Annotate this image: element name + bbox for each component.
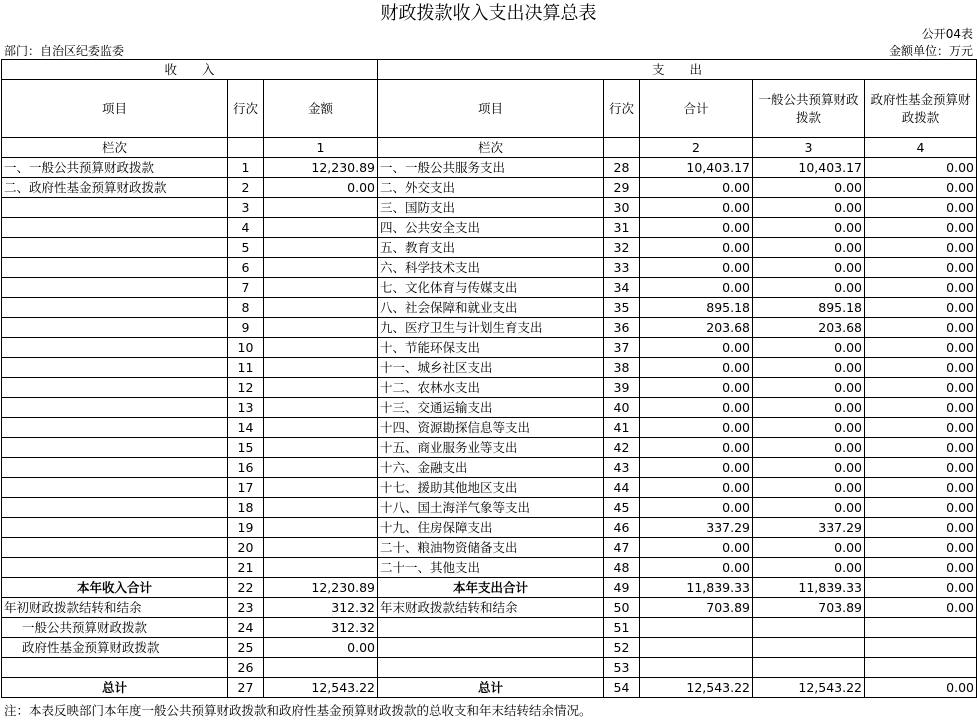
table-cell-income-item [2, 418, 228, 438]
table-cell-expense-total: 0.00 [640, 458, 753, 478]
table-cell-line: 52 [604, 638, 640, 658]
table-cell-expense-general: 895.18 [753, 298, 865, 318]
table-row [2, 238, 977, 258]
table-cell-expense-total: 203.68 [640, 318, 753, 338]
table-cell-expense-total: 0.00 [640, 538, 753, 558]
table-cell-expense-total: 0.00 [640, 378, 753, 398]
table-cell-expense-fund: 0.00 [865, 258, 977, 278]
income-year-total-label: 本年收入合计 [2, 578, 228, 598]
table-cell-income-line: 10 [228, 338, 264, 358]
table-cell-income-amount [264, 538, 378, 558]
table-cell-income-item [2, 438, 228, 458]
table-cell-expense-line: 39 [604, 378, 640, 398]
table-row [2, 498, 977, 518]
empty-cell [378, 638, 604, 658]
table-row [2, 258, 977, 278]
expense-carry-fund: 0.00 [865, 598, 977, 618]
table-row [2, 198, 977, 218]
table-cell-income-line: 12 [228, 378, 264, 398]
table-cell-expense-line: 31 [604, 218, 640, 238]
table-cell-expense-fund: 0.00 [865, 478, 977, 498]
table-cell-expense-fund: 0.00 [865, 358, 977, 378]
table-cell-income-item [2, 458, 228, 478]
table-cell-income-item: 二、政府性基金预算财政拨款 [2, 178, 228, 198]
empty-cell [228, 138, 264, 158]
gov-fund-header: 政府性基金预算财政拨款 [865, 80, 977, 138]
table-cell-income-amount [264, 458, 378, 478]
table-cell-expense-line: 36 [604, 318, 640, 338]
table-cell-income-line: 7 [228, 278, 264, 298]
table-cell-expense-line: 46 [604, 518, 640, 538]
income-carry-amount: 312.32 [264, 598, 378, 618]
table-cell-income-amount [264, 258, 378, 278]
table-cell-expense-item: 三、国防支出 [378, 198, 604, 218]
table-cell-income-line: 20 [228, 538, 264, 558]
table-cell-expense-item: 十、节能环保支出 [378, 338, 604, 358]
empty-cell [378, 618, 604, 638]
table-cell-income-line: 9 [228, 318, 264, 338]
empty-cell [378, 658, 604, 678]
table-cell-income-amount [264, 298, 378, 318]
table-cell-expense-general: 0.00 [753, 458, 865, 478]
expense-year-total-general: 11,839.33 [753, 578, 865, 598]
table-cell-expense-general: 0.00 [753, 378, 865, 398]
table-cell-expense-item: 十三、交通运输支出 [378, 398, 604, 418]
table-cell-income-amount [264, 478, 378, 498]
table-cell-expense-general: 0.00 [753, 238, 865, 258]
table-cell-income-amount [264, 218, 378, 238]
table-row [2, 158, 977, 178]
detail-rows [2, 158, 977, 578]
table-cell-expense-fund: 0.00 [865, 338, 977, 358]
table-cell-expense-fund: 0.00 [865, 418, 977, 438]
table-cell-expense-total: 0.00 [640, 258, 753, 278]
table-cell-income-item [2, 378, 228, 398]
expense-carry-total: 703.89 [640, 598, 753, 618]
empty-cell [264, 658, 378, 678]
table-cell-expense-item: 十六、金融支出 [378, 458, 604, 478]
table-cell-expense-general: 0.00 [753, 558, 865, 578]
general-budget-header: 一般公共预算财政拨款 [753, 80, 865, 138]
column-header-row [2, 80, 977, 138]
table-cell-line: 26 [228, 658, 264, 678]
table-cell-expense-fund: 0.00 [865, 198, 977, 218]
table-cell-expense-line: 34 [604, 278, 640, 298]
income-amount-header: 金额 [264, 80, 378, 138]
table-cell-income-amount [264, 278, 378, 298]
table-cell-income-line: 17 [228, 478, 264, 498]
empty-cell [865, 618, 977, 638]
table-cell-expense-general: 337.29 [753, 518, 865, 538]
table-cell-line: 54 [604, 678, 640, 698]
table-cell-expense-total: 0.00 [640, 498, 753, 518]
expense-grand-total-amount: 12,543.22 [640, 678, 753, 698]
expense-column-label: 栏次 [378, 138, 604, 158]
expense-grand-total-general: 12,543.22 [753, 678, 865, 698]
table-cell-income-line: 2 [228, 178, 264, 198]
table-cell-expense-line: 43 [604, 458, 640, 478]
table-cell-expense-item: 十四、资源勘探信息等支出 [378, 418, 604, 438]
table-cell-expense-total: 0.00 [640, 558, 753, 578]
table-cell-expense-general: 0.00 [753, 478, 865, 498]
table-cell-expense-fund: 0.00 [865, 298, 977, 318]
table-cell-expense-fund: 0.00 [865, 398, 977, 418]
table-cell-expense-fund: 0.00 [865, 378, 977, 398]
table-cell-income-amount: 0.00 [264, 178, 378, 198]
table-cell-income-item [2, 558, 228, 578]
table-row [2, 398, 977, 418]
table-cell-expense-line: 28 [604, 158, 640, 178]
table-cell-expense-general: 0.00 [753, 278, 865, 298]
table-cell-expense-total: 0.00 [640, 358, 753, 378]
empty-cell [640, 618, 753, 638]
table-cell-income-line: 19 [228, 518, 264, 538]
table-cell-expense-item: 二十一、其他支出 [378, 558, 604, 578]
table-cell-line: 23 [228, 598, 264, 618]
column-number-3: 3 [753, 138, 865, 158]
table-cell-income-item [2, 298, 228, 318]
column-number-1: 1 [264, 138, 378, 158]
empty-cell [640, 658, 753, 678]
table-cell-expense-line: 41 [604, 418, 640, 438]
table-cell-income-line: 16 [228, 458, 264, 478]
table-cell-income-line: 14 [228, 418, 264, 438]
column-number-2: 2 [640, 138, 753, 158]
table-cell-expense-fund: 0.00 [865, 458, 977, 478]
expense-year-total-amount: 11,839.33 [640, 578, 753, 598]
empty-cell [753, 658, 865, 678]
table-cell-expense-fund: 0.00 [865, 558, 977, 578]
table-cell-income-item [2, 498, 228, 518]
expense-section-header: 支 出 [378, 60, 977, 80]
income-carry-label: 年初财政拨款结转和结余 [2, 598, 228, 618]
expense-grand-total-fund: 0.00 [865, 678, 977, 698]
income-carry-general-label: 一般公共预算财政拨款 [2, 618, 228, 638]
table-row [2, 538, 977, 558]
table-cell-expense-total: 0.00 [640, 178, 753, 198]
column-number-row [2, 138, 977, 158]
table-cell-expense-general: 0.00 [753, 538, 865, 558]
table-cell-expense-fund: 0.00 [865, 318, 977, 338]
table-cell-line: 22 [228, 578, 264, 598]
table-cell-expense-general: 0.00 [753, 358, 865, 378]
table-cell-income-item [2, 238, 228, 258]
table-cell-expense-general: 0.00 [753, 498, 865, 518]
blank-row [2, 658, 977, 678]
table-cell-expense-general: 0.00 [753, 258, 865, 278]
table-cell-line: 51 [604, 618, 640, 638]
table-cell-income-line: 8 [228, 298, 264, 318]
table-cell-expense-general: 0.00 [753, 438, 865, 458]
table-cell-income-line: 3 [228, 198, 264, 218]
table-cell-expense-item: 十一、城乡社区支出 [378, 358, 604, 378]
table-cell-income-line: 5 [228, 238, 264, 258]
income-item-header: 项目 [2, 80, 228, 138]
table-cell-expense-line: 40 [604, 398, 640, 418]
table-row [2, 378, 977, 398]
table-cell-expense-total: 0.00 [640, 198, 753, 218]
empty-cell [2, 658, 228, 678]
expense-year-total-label: 本年支出合计 [378, 578, 604, 598]
unit-label: 金额单位：万元 [888, 44, 973, 58]
expense-grand-total-label: 总计 [378, 678, 604, 698]
table-cell-expense-line: 47 [604, 538, 640, 558]
table-cell-expense-line: 30 [604, 198, 640, 218]
table-cell-expense-line: 45 [604, 498, 640, 518]
report-table-body [2, 60, 977, 158]
table-row [2, 178, 977, 198]
income-carry-general-amount: 312.32 [264, 618, 378, 638]
table-cell-expense-fund: 0.00 [865, 538, 977, 558]
table-cell-expense-fund: 0.00 [865, 438, 977, 458]
table-cell-income-amount [264, 198, 378, 218]
table-cell-expense-line: 33 [604, 258, 640, 278]
empty-cell [640, 638, 753, 658]
carry-row [2, 598, 977, 618]
table-cell-expense-fund: 0.00 [865, 518, 977, 538]
expense-line-header: 行次 [604, 80, 640, 138]
table-cell-expense-general: 0.00 [753, 418, 865, 438]
table-cell-expense-total: 337.29 [640, 518, 753, 538]
table-cell-income-item [2, 478, 228, 498]
carry-fund-row [2, 638, 977, 658]
table-cell-expense-general: 0.00 [753, 338, 865, 358]
table-cell-income-line: 15 [228, 438, 264, 458]
table-cell-expense-total: 0.00 [640, 238, 753, 258]
section-header-row [2, 60, 977, 80]
expense-carry-general: 703.89 [753, 598, 865, 618]
report-title: 财政拨款收入支出决算总表 [380, 3, 597, 24]
expense-item-header: 项目 [378, 80, 604, 138]
grand-total-row [2, 678, 977, 698]
table-row [2, 518, 977, 538]
table-cell-expense-general: 203.68 [753, 318, 865, 338]
table-row [2, 558, 977, 578]
table-cell-income-item [2, 538, 228, 558]
table-cell-line: 50 [604, 598, 640, 618]
expense-carry-label: 年末财政拨款结转和结余 [378, 598, 604, 618]
table-cell-expense-fund: 0.00 [865, 218, 977, 238]
table-cell-income-line: 21 [228, 558, 264, 578]
table-cell-income-amount [264, 498, 378, 518]
table-cell-income-line: 18 [228, 498, 264, 518]
table-cell-expense-total: 0.00 [640, 438, 753, 458]
income-carry-fund-label: 政府性基金预算财政拨款 [2, 638, 228, 658]
table-cell-expense-line: 29 [604, 178, 640, 198]
table-cell-expense-fund: 0.00 [865, 178, 977, 198]
table-cell-income-item [2, 198, 228, 218]
table-cell-income-amount [264, 438, 378, 458]
table-cell-income-line: 6 [228, 258, 264, 278]
table-cell-expense-item: 十八、国土海洋气象等支出 [378, 498, 604, 518]
table-cell-income-amount [264, 398, 378, 418]
empty-cell [604, 138, 640, 158]
column-number-4: 4 [865, 138, 977, 158]
table-cell-expense-total: 0.00 [640, 278, 753, 298]
expense-year-total-fund: 0.00 [865, 578, 977, 598]
table-cell-income-amount: 12,230.89 [264, 158, 378, 178]
table-cell-expense-item: 九、医疗卫生与计划生育支出 [378, 318, 604, 338]
table-row [2, 418, 977, 438]
table-cell-income-amount [264, 558, 378, 578]
table-cell-income-item [2, 398, 228, 418]
table-cell-line: 53 [604, 658, 640, 678]
table-cell-expense-item: 七、文化体育与传媒支出 [378, 278, 604, 298]
table-cell-expense-total: 0.00 [640, 418, 753, 438]
table-row [2, 298, 977, 318]
footnote: 注：本表反映部门本年度一般公共预算财政拨款和政府性基金预算财政拨款的总收支和年末结转结余情况。 [4, 703, 592, 718]
table-cell-expense-fund: 0.00 [865, 158, 977, 178]
table-cell-income-amount [264, 358, 378, 378]
table-cell-expense-item: 十七、援助其他地区支出 [378, 478, 604, 498]
table-cell-income-line: 1 [228, 158, 264, 178]
table-cell-income-amount [264, 238, 378, 258]
table-cell-expense-line: 37 [604, 338, 640, 358]
table-cell-income-item [2, 218, 228, 238]
table-cell-income-item [2, 338, 228, 358]
table-cell-expense-general: 0.00 [753, 198, 865, 218]
table-cell-income-line: 11 [228, 358, 264, 378]
table-cell-expense-fund: 0.00 [865, 238, 977, 258]
table-cell-expense-item: 十九、住房保障支出 [378, 518, 604, 538]
income-year-total-amount: 12,230.89 [264, 578, 378, 598]
table-cell-expense-item: 四、公共安全支出 [378, 218, 604, 238]
table-cell-expense-total: 10,403.17 [640, 158, 753, 178]
table-cell-expense-item: 六、科学技术支出 [378, 258, 604, 278]
income-grand-total-amount: 12,543.22 [264, 678, 378, 698]
table-cell-line: 49 [604, 578, 640, 598]
summary-rows [2, 578, 977, 698]
report-table [1, 59, 977, 698]
empty-cell [865, 658, 977, 678]
table-cell-line: 25 [228, 638, 264, 658]
table-row [2, 458, 977, 478]
table-cell-income-amount [264, 418, 378, 438]
table-cell-expense-line: 42 [604, 438, 640, 458]
table-cell-income-item [2, 358, 228, 378]
table-cell-income-item: 一、一般公共预算财政拨款 [2, 158, 228, 178]
table-cell-expense-item: 二、外交支出 [378, 178, 604, 198]
table-cell-income-item [2, 518, 228, 538]
table-cell-expense-item: 五、教育支出 [378, 238, 604, 258]
table-row [2, 358, 977, 378]
table-cell-expense-general: 10,403.17 [753, 158, 865, 178]
table-cell-expense-fund: 0.00 [865, 498, 977, 518]
table-cell-expense-fund: 0.00 [865, 278, 977, 298]
table-cell-expense-general: 0.00 [753, 178, 865, 198]
table-cell-income-item [2, 318, 228, 338]
table-cell-expense-total: 0.00 [640, 478, 753, 498]
table-cell-income-amount [264, 338, 378, 358]
table-cell-expense-total: 0.00 [640, 218, 753, 238]
table-cell-expense-general: 0.00 [753, 218, 865, 238]
table-row [2, 278, 977, 298]
income-column-label: 栏次 [2, 138, 228, 158]
table-cell-expense-item: 十二、农林水支出 [378, 378, 604, 398]
table-cell-line: 24 [228, 618, 264, 638]
table-cell-expense-total: 0.00 [640, 398, 753, 418]
empty-cell [753, 618, 865, 638]
table-cell-income-line: 13 [228, 398, 264, 418]
department-label: 部门：自治区纪委监委 [4, 44, 125, 58]
expense-total-header: 合计 [640, 80, 753, 138]
table-cell-expense-line: 44 [604, 478, 640, 498]
table-row [2, 318, 977, 338]
table-cell-income-amount [264, 378, 378, 398]
table-cell-expense-total: 895.18 [640, 298, 753, 318]
empty-cell [753, 638, 865, 658]
table-cell-expense-item: 一、一般公共服务支出 [378, 158, 604, 178]
income-section-header: 收 入 [2, 60, 378, 80]
table-cell-expense-line: 32 [604, 238, 640, 258]
table-cell-expense-total: 0.00 [640, 338, 753, 358]
income-grand-total-label: 总计 [2, 678, 228, 698]
table-row [2, 438, 977, 458]
carry-general-row [2, 618, 977, 638]
table-cell-expense-general: 0.00 [753, 398, 865, 418]
form-number: 公开04表 [921, 27, 973, 41]
table-cell-expense-item: 十五、商业服务业等支出 [378, 438, 604, 458]
table-cell-income-item [2, 278, 228, 298]
table-row [2, 218, 977, 238]
table-cell-line: 27 [228, 678, 264, 698]
table-row [2, 338, 977, 358]
table-cell-expense-line: 48 [604, 558, 640, 578]
table-cell-income-item [2, 258, 228, 278]
table-cell-expense-item: 二十、粮油物资储备支出 [378, 538, 604, 558]
empty-cell [865, 638, 977, 658]
table-cell-income-line: 4 [228, 218, 264, 238]
income-line-header: 行次 [228, 80, 264, 138]
income-carry-fund-amount: 0.00 [264, 638, 378, 658]
table-cell-income-amount [264, 518, 378, 538]
year-total-row [2, 578, 977, 598]
table-cell-expense-item: 八、社会保障和就业支出 [378, 298, 604, 318]
table-cell-income-amount [264, 318, 378, 338]
table-row [2, 478, 977, 498]
table-cell-expense-line: 38 [604, 358, 640, 378]
table-cell-expense-line: 35 [604, 298, 640, 318]
